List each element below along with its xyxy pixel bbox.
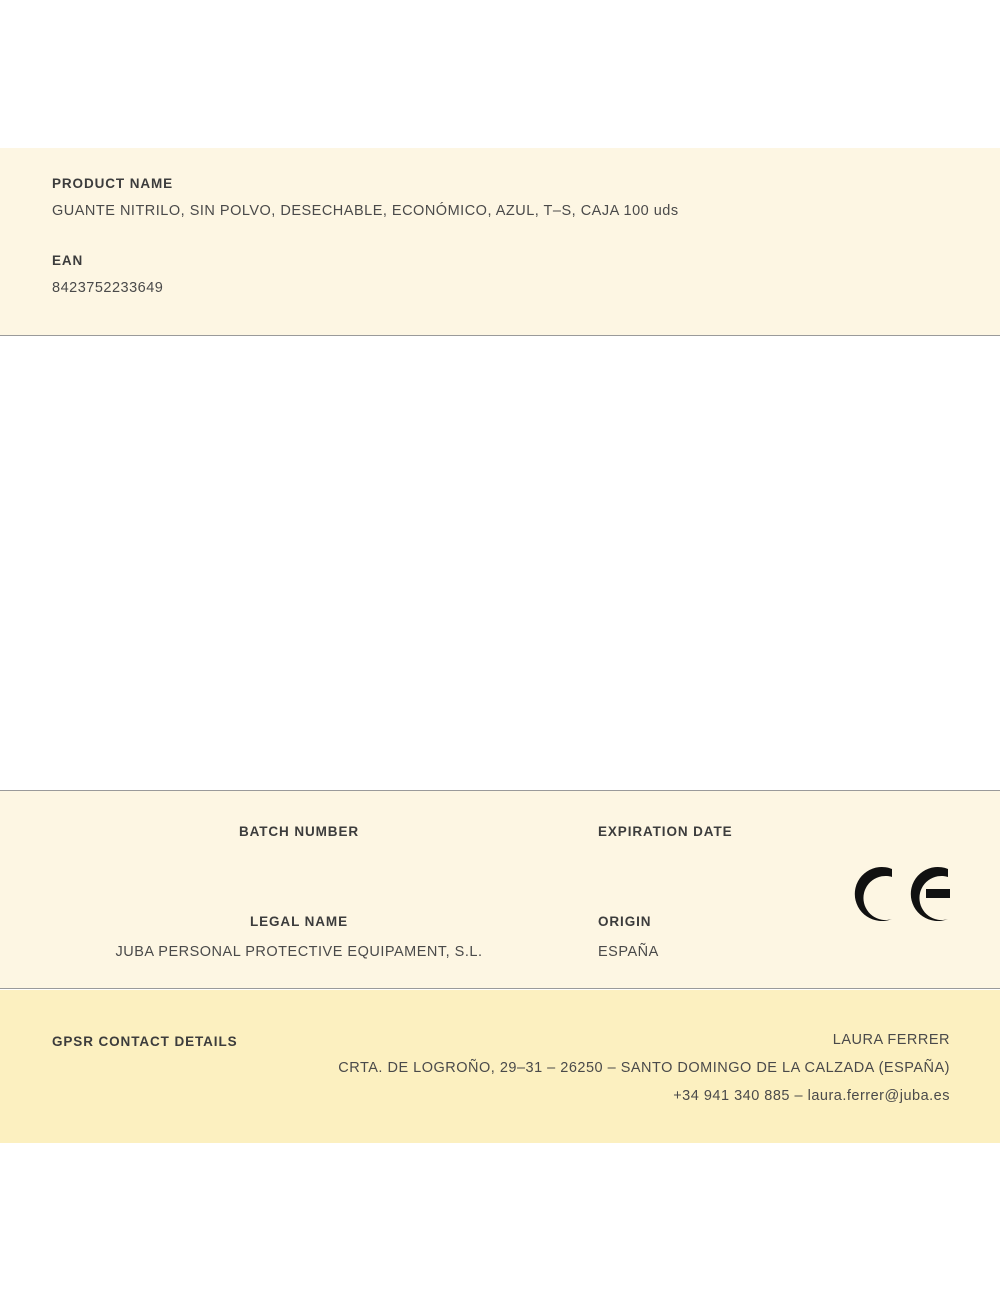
blank-content-area — [0, 336, 1000, 790]
gpsr-contact-name: LAURA FERRER — [832, 1032, 950, 1048]
product-info-block — [0, 148, 1000, 336]
legal-name-value: JUBA PERSONAL PROTECTIVE EQUIPAMENT, S.L. — [115, 944, 483, 960]
origin-value: ESPAÑA — [598, 944, 659, 960]
product-name-value: GUANTE NITRILO, SIN POLVO, DESECHABLE, ECONÓMICO, AZUL, T–S, CAJA 100 uds — [52, 203, 679, 219]
product-name-label: PRODUCT NAME — [52, 176, 174, 191]
origin-label: ORIGIN — [598, 914, 652, 929]
gpsr-contact-block — [0, 990, 1000, 1143]
gpsr-contact-address: CRTA. DE LOGROÑO, 29–31 – 26250 – SANTO DOMINGO DE LA CALZADA (ESPAÑA) — [338, 1060, 950, 1076]
ean-label: EAN — [52, 253, 84, 268]
legal-name-label: LEGAL NAME — [249, 914, 348, 929]
gpsr-contact-lines — [338, 1026, 950, 1110]
batch-grid — [0, 791, 1000, 988]
ean-value: 8423752233649 — [52, 280, 164, 296]
expiration-date-label: EXPIRATION DATE — [598, 824, 733, 839]
spacer — [52, 219, 950, 253]
product-info-inner — [0, 148, 1000, 296]
ce-marking-icon — [852, 863, 952, 925]
gpsr-contact-phone-email: +34 941 340 885 – laura.ferrer@juba.es — [673, 1088, 950, 1104]
batch-legal-block — [0, 790, 1000, 989]
batch-number-label: BATCH NUMBER — [238, 824, 360, 839]
gpsr-contact-label: GPSR CONTACT DETAILS — [52, 1034, 238, 1049]
bottom-margin — [0, 1143, 1000, 1300]
